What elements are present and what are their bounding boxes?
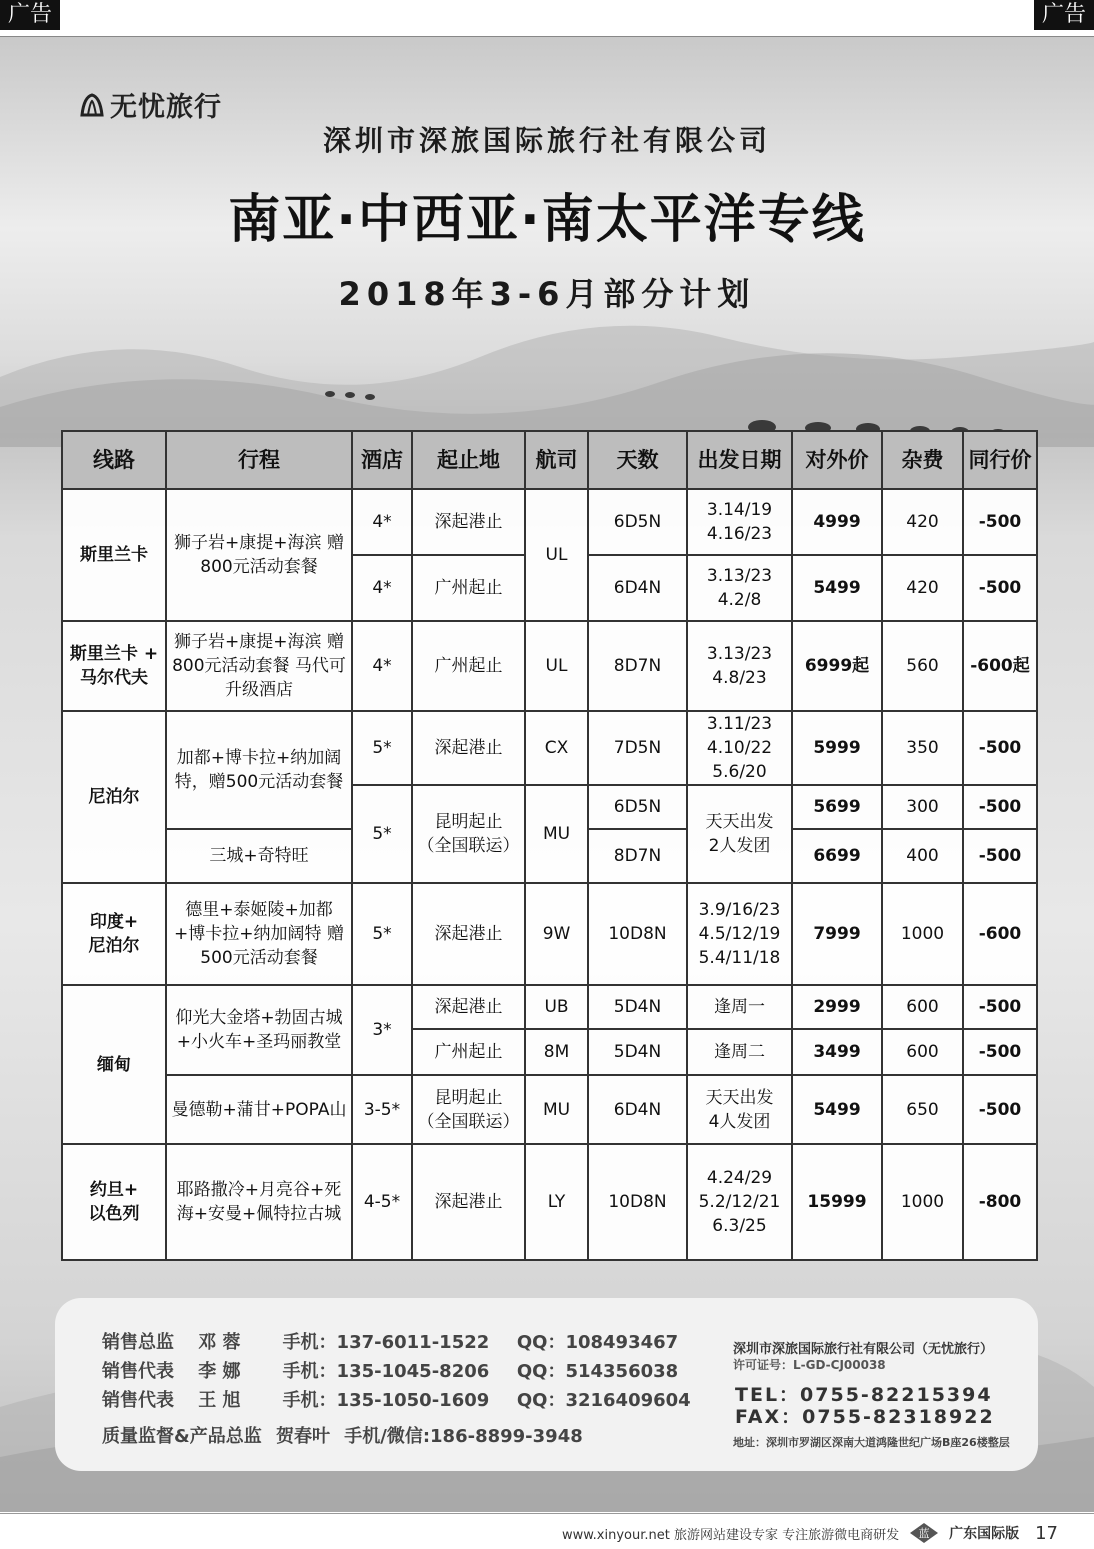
- price-cell: 5499: [792, 555, 882, 621]
- header-days: 天数: [588, 431, 687, 489]
- itinerary-cell: 狮子岩+康提+海滨 赠800元活动套餐 马代可升级酒店: [166, 621, 352, 711]
- fee-cell: 600: [882, 985, 963, 1029]
- agency-address: 地址：深圳市罗湖区深南大道鸿隆世纪广场B座26楼整层: [733, 1436, 1010, 1449]
- table-header-row: [62, 431, 1037, 489]
- itinerary-cell: 曼德勒+蒲甘+POPA山: [166, 1075, 352, 1144]
- airline-cell: CX: [525, 711, 588, 785]
- peer-price-cell: -500: [963, 829, 1037, 883]
- peer-price-cell: -500: [963, 1029, 1037, 1075]
- peer-price-cell: -500: [963, 489, 1037, 555]
- origin-cell: 深起港止: [412, 711, 525, 785]
- days-cell: 6D5N: [588, 785, 687, 829]
- header-route: 线路: [62, 431, 166, 489]
- edition-name: 广东国际版: [949, 1526, 1020, 1542]
- route-cell: 斯里兰卡 + 马尔代夫: [62, 621, 166, 711]
- table-row: [62, 621, 1037, 711]
- contact-qq[interactable]: QQ：108493467: [516, 1332, 679, 1353]
- origin-cell: 深起港止: [412, 985, 525, 1029]
- dates-cell: 3.13/23 4.8/23: [687, 621, 792, 711]
- airline-cell: UL: [525, 621, 588, 711]
- peer-price-cell: -500: [963, 785, 1037, 829]
- price-cell: 5699: [792, 785, 882, 829]
- hotel-cell: 5*: [352, 785, 412, 883]
- edition-badge-text: 蓝: [918, 1527, 930, 1540]
- origin-cell: 广州起止: [412, 621, 525, 711]
- company-name: 深圳市深旅国际旅行社有限公司: [322, 124, 771, 157]
- dates-cell: 3.11/23 4.10/22 5.6/20: [687, 711, 792, 785]
- itinerary-cell: 狮子岩+康提+海滨 赠800元活动套餐: [166, 489, 352, 621]
- header-airline: 航司: [525, 431, 588, 489]
- itinerary-cell: 德里+泰姬陵+加都+博卡拉+纳加阔特 赠500元活动套餐: [166, 883, 352, 985]
- header-dates: 出发日期: [687, 431, 792, 489]
- header-itinerary: 行程: [166, 431, 352, 489]
- table-row: [62, 985, 1037, 1029]
- contact-phone[interactable]: 手机：135-1050-1609: [282, 1390, 490, 1411]
- header-hotel: 酒店: [352, 431, 412, 489]
- origin-cell: 广州起止: [412, 1029, 525, 1075]
- days-cell: 5D4N: [588, 1029, 687, 1075]
- airline-cell: UB: [525, 985, 588, 1029]
- header-price: 对外价: [792, 431, 882, 489]
- peer-price-cell: -800: [963, 1144, 1037, 1260]
- table-row: [62, 711, 1037, 785]
- origin-cell: 深起港止: [412, 489, 525, 555]
- contact-row: [102, 1357, 678, 1383]
- fee-cell: 400: [882, 829, 963, 883]
- fee-cell: 420: [882, 489, 963, 555]
- dates-cell: 3.9/16/23 4.5/12/19 5.4/11/18: [687, 883, 792, 985]
- price-cell: 3499: [792, 1029, 882, 1075]
- agency-fax: FAX：0755-82318922: [735, 1406, 995, 1428]
- contact-phone[interactable]: 手机：135-1045-8206: [282, 1361, 490, 1382]
- airline-cell: MU: [525, 1075, 588, 1144]
- header-origin: 起止地: [412, 431, 525, 489]
- hotel-cell: 4*: [352, 621, 412, 711]
- origin-cell: 深起港止: [412, 1144, 525, 1260]
- footer-divider: [0, 1513, 1094, 1514]
- days-cell: 10D8N: [588, 1144, 687, 1260]
- days-cell: 7D5N: [588, 711, 687, 785]
- airline-cell: 9W: [525, 883, 588, 985]
- contact-row: [102, 1386, 691, 1412]
- itinerary-cell: 三城+奇特旺: [166, 829, 352, 883]
- ad-tag-left: 广告: [0, 0, 60, 30]
- origin-cell: 广州起止: [412, 555, 525, 621]
- itinerary-cell: 耶路撒冷+月亮谷+死海+安曼+佩特拉古城: [166, 1144, 352, 1260]
- peer-price-cell: -500: [963, 985, 1037, 1029]
- contact-name: 王 旭: [198, 1390, 241, 1411]
- dates-cell: 3.13/23 4.2/8: [687, 555, 792, 621]
- dates-cell: 逢周二: [687, 1029, 792, 1075]
- edition-badge-icon: [909, 1522, 939, 1544]
- price-cell: 2999: [792, 985, 882, 1029]
- contact-qq[interactable]: QQ：514356038: [516, 1361, 679, 1382]
- contact-name: 邓 蓉: [198, 1332, 241, 1353]
- brand-name: 无忧旅行: [110, 92, 222, 123]
- price-cell: 15999: [792, 1144, 882, 1260]
- price-cell: 4999: [792, 489, 882, 555]
- route-price-table: [61, 430, 1038, 1261]
- poster-subhead: 2018年3-6月部分计划: [338, 275, 756, 313]
- hotel-cell: 3*: [352, 985, 412, 1075]
- fee-cell: 560: [882, 621, 963, 711]
- airline-cell: LY: [525, 1144, 588, 1260]
- hotel-cell: 4*: [352, 489, 412, 555]
- peer-price-cell: -500: [963, 1075, 1037, 1144]
- hotel-cell: 5*: [352, 883, 412, 985]
- origin-cell: 昆明起止 （全国联运）: [412, 785, 525, 883]
- dates-cell: 3.14/19 4.16/23: [687, 489, 792, 555]
- quality-name: 贺春叶: [275, 1426, 330, 1447]
- route-cell: 约旦+ 以色列: [62, 1144, 166, 1260]
- days-cell: 6D4N: [588, 555, 687, 621]
- brand-mark-icon: [78, 91, 106, 119]
- days-cell: 10D8N: [588, 883, 687, 985]
- contact-phone[interactable]: 手机：137-6011-1522: [282, 1332, 490, 1353]
- dates-cell: 天天出发 2人发团: [687, 785, 792, 883]
- peer-price-cell: -600: [963, 883, 1037, 985]
- page-number: 17: [1035, 1522, 1058, 1544]
- table-row: [62, 883, 1037, 985]
- price-cell: 6999起: [792, 621, 882, 711]
- fee-cell: 300: [882, 785, 963, 829]
- origin-cell: 昆明起止 （全国联运）: [412, 1075, 525, 1144]
- contact-role: 销售总监: [102, 1332, 174, 1353]
- dates-cell: 天天出发 4人发团: [687, 1075, 792, 1144]
- price-cell: 6699: [792, 829, 882, 883]
- peer-price-cell: -500: [963, 555, 1037, 621]
- price-cell: 7999: [792, 883, 882, 985]
- fee-cell: 650: [882, 1075, 963, 1144]
- route-cell: 缅甸: [62, 985, 166, 1144]
- quality-role: 质量监督&产品总监: [102, 1426, 262, 1447]
- peer-price-cell: -600起: [963, 621, 1037, 711]
- header-peer-price: 同行价: [963, 431, 1037, 489]
- header-fee: 杂费: [882, 431, 963, 489]
- days-cell: 8D7N: [588, 621, 687, 711]
- advertisement-poster: [0, 37, 1094, 1512]
- agency-license: 许可证号：L-GD-CJ00038: [733, 1358, 886, 1372]
- page-footer: [562, 1522, 1058, 1544]
- dates-cell: 逢周一: [687, 985, 792, 1029]
- quality-phone[interactable]: 手机/微信:186-8899-3948: [344, 1426, 583, 1447]
- hotel-cell: 4-5*: [352, 1144, 412, 1260]
- agency-name: 深圳市深旅国际旅行社有限公司（无忧旅行）: [733, 1342, 994, 1357]
- quality-director-row: [102, 1422, 591, 1448]
- dates-cell: 4.24/29 5.2/12/21 6.3/25: [687, 1144, 792, 1260]
- days-cell: 6D5N: [588, 489, 687, 555]
- airline-cell: MU: [525, 785, 588, 883]
- agency-tel[interactable]: TEL：0755-82215394: [735, 1384, 993, 1406]
- fee-cell: 600: [882, 1029, 963, 1075]
- airline-cell: UL: [525, 489, 588, 621]
- itinerary-cell: 加都+博卡拉+纳加阔特，赠500元活动套餐: [166, 711, 352, 829]
- fee-cell: 1000: [882, 883, 963, 985]
- price-cell: 5999: [792, 711, 882, 785]
- route-cell: 斯里兰卡: [62, 489, 166, 621]
- peer-price-cell: -500: [963, 711, 1037, 785]
- footer-site[interactable]: www.xinyour.net 旅游网站建设专家 专注旅游微电商研发: [561, 1527, 900, 1543]
- days-cell: 8D7N: [588, 829, 687, 883]
- fee-cell: 1000: [882, 1144, 963, 1260]
- contact-qq[interactable]: QQ：3216409604: [516, 1390, 691, 1411]
- hotel-cell: 5*: [352, 711, 412, 785]
- ad-tag-right: 广告: [1034, 0, 1094, 30]
- route-cell: 尼泊尔: [62, 711, 166, 883]
- poster-headline: 南亚·中西亚·南太平洋专线: [228, 190, 866, 250]
- contact-panel: [55, 1298, 1038, 1471]
- airline-cell: 8M: [525, 1029, 588, 1075]
- hotel-cell: 3-5*: [352, 1075, 412, 1144]
- contact-row: [102, 1328, 678, 1354]
- contact-role: 销售代表: [102, 1390, 174, 1411]
- hotel-cell: 4*: [352, 555, 412, 621]
- contact-role: 销售代表: [102, 1361, 174, 1382]
- fee-cell: 420: [882, 555, 963, 621]
- price-cell: 5499: [792, 1075, 882, 1144]
- contact-name: 李 娜: [198, 1361, 241, 1382]
- table-row: [62, 1144, 1037, 1260]
- days-cell: 5D4N: [588, 985, 687, 1029]
- table-row: [62, 489, 1037, 555]
- days-cell: 6D4N: [588, 1075, 687, 1144]
- fee-cell: 350: [882, 711, 963, 785]
- itinerary-cell: 仰光大金塔+勃固古城+小火车+圣玛丽教堂: [166, 985, 352, 1075]
- route-cell: 印度+ 尼泊尔: [62, 883, 166, 985]
- origin-cell: 深起港止: [412, 883, 525, 985]
- table-row: [62, 1075, 1037, 1144]
